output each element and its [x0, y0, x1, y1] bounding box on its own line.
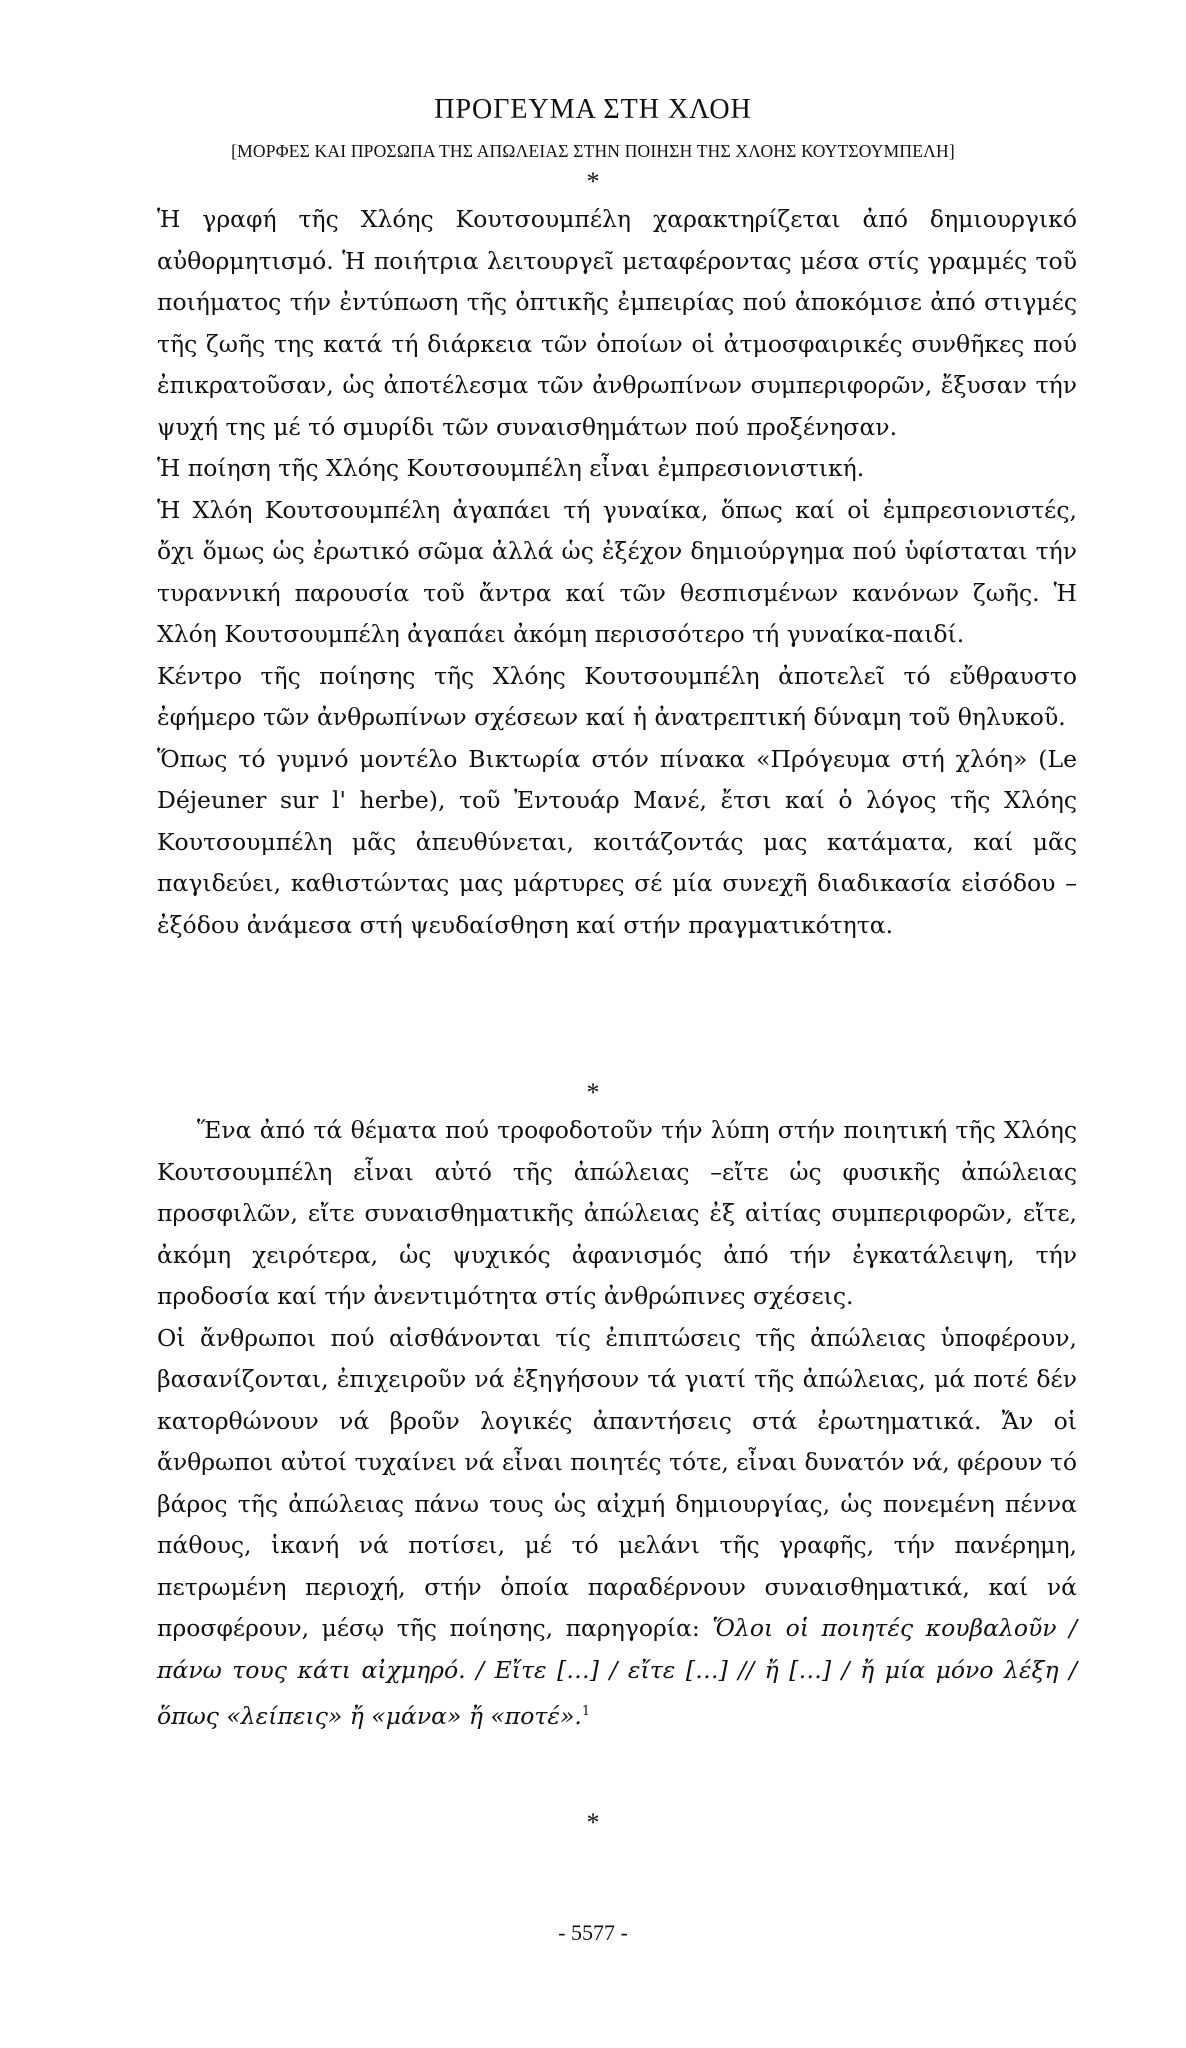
page-number: - 5577 -: [558, 1920, 628, 1945]
paragraph-with-quote: [157, 1318, 1077, 1738]
section-separator: *: [586, 167, 600, 196]
paragraph-text: Οἱ ἄνθρωποι πού αἰσθάνονται τίς ἐπιπτώσεις τῆς ἀπώλειας ὑποφέρουν, βασανίζονται, ἐπιχειροῦν νά ἐξηγήσουν τά γιατί τῆς ἀπώλειας, μά ποτέ δέν κατορθώνουν νά βροῦν λογικές ἀπαντήσεις στά ἐρωτηματικά. Ἄν οἱ ἄνθρωποι αὐτοί τυχαίνει νά εἶναι ποιητές τότε, εἶναι δυνατόν νά, φέρουν τό βάρος τῆς ἀπώλειας πάνω τους ὡς αἰχμή δημιουργίας, ὡς πονεμένη πέννα πάθους, ἱκανή νά ποτίσει, μέ τό μελάνι τῆς γραφῆς, τήν πανέρημη, πετρωμένη περιοχή, στήν ὁποία παραδέρνουν συναισθηματικά, καί νά προσφέρουν, μέσῳ τῆς ποίησης, παρηγορία:: [157, 1323, 1077, 1642]
footnote-marker: 1: [581, 1704, 591, 1719]
paragraph: Κέντρο τῆς ποίησης τῆς Χλόης Κουτσουμπέλη ἀποτελεῖ τό εὔθραυστο ἐφήμερο τῶν ἀνθρωπίνων σχέσεων καί ἡ ἀνατρεπτική δύναμη τοῦ θηλυκοῦ.: [157, 661, 1077, 731]
page-subtitle: [ΜΟΡΦΕΣ ΚΑΙ ΠΡΟΣΩΠΑ ΤΗΣ ΑΠΩΛΕΙΑΣ ΣΤΗΝ ΠΟΙΗΣΗ ΤΗΣ ΧΛΟΗΣ ΚΟΥΤΣΟΥΜΠΕΛΗ]: [231, 141, 955, 161]
poem-quote: Ὅλοι οἱ ποιητές κουβαλοῦν / πάνω τους κάτι αἰχμηρό. / Εἴτε […] / εἴτε […] // ἤ […] / ἤ μία μόνο λέξη / ὅπως «λείπεις» ἤ «μάνα» ἤ «ποτέ».: [157, 1614, 1077, 1730]
paragraph: Ἕνα ἀπό τά θέματα πού τροφοδοτοῦν τήν λύπη στήν ποιητική τῆς Χλόης Κουτσουμπέλη εἶναι αὐτό τῆς ἀπώλειας –εἴτε ὡς φυσικῆς ἀπώλειας προσφιλῶν, εἴτε συναισθηματικῆς ἀπώλειας ἐξ αἰτίας συμπεριφορῶν, εἴτε, ἀκόμη χειρότερα, ὡς ψυχικός ἀφανισμός ἀπό τήν ἐγκατάλειψη, τήν προδοσία καί τήν ἀνεντιμότητα στίς ἀνθρώπινες σχέσεις.: [157, 1116, 1077, 1310]
section-separator: *: [586, 1808, 600, 1837]
section-2-text: [157, 1110, 1077, 1737]
paragraph: Ὅπως τό γυμνό μοντέλο Βικτωρία στόν πίνακα «Πρόγευμα στή χλόη» (Le Déjeuner sur l' herbe), τοῦ Ἐντουάρ Μανέ, ἔτσι καί ὁ λόγος τῆς Χλόης Κουτσουμπέλη μᾶς ἀπευθύνεται, κοιτάζοντάς μας κατάματα, καί μᾶς παγιδεύει, καθιστώντας μας μάρτυρες σέ μία συνεχῆ διαδικασία εἰσόδου – ἐξόδου ἀνάμεσα στή ψευδαίσθηση καί στήν πραγματικότητα.: [157, 744, 1077, 939]
paragraph: Ἡ Χλόη Κουτσουμπέλη ἀγαπάει τή γυναίκα, ὅπως καί οἱ ἐμπρεσιονιστές, ὄχι ὅμως ὡς ἐρωτικό σῶμα ἀλλά ὡς ἐξέχον δημιούργημα πού ὑφίσταται τήν τυραννική παρουσία τοῦ ἄντρα καί τῶν θεσπισμένων κανόνων ζωῆς. Ἡ Χλόη Κουτσουμπέλη ἀγαπάει ἀκόμη περισσότερο τή γυναίκα-παιδί.: [157, 495, 1077, 648]
page-title: ΠΡΟΓΕΥΜΑ ΣΤΗ ΧΛΟΗ: [434, 94, 752, 125]
section-1-text: [157, 199, 1077, 946]
paragraph: Ἡ γραφή τῆς Χλόης Κουτσουμπέλη χαρακτηρίζεται ἀπό δημιουργικό αὐθορμητισμό. Ἡ ποιήτρια λειτουργεῖ μεταφέροντας μέσα στίς γραμμές τοῦ ποιήματος τήν ἐντύπωση τῆς ὀπτικῆς ἐμπειρίας πού ἀποκόμισε ἀπό στιγμές τῆς ζωῆς της κατά τή διάρκεια τῶν ὁποίων οἱ ἀτμοσφαιρικές συνθῆκες πού ἐπικρατοῦσαν, ὡς ἀποτέλεσμα τῶν ἀνθρωπίνων συμπεριφορῶν, ἔξυσαν τήν ψυχή της μέ τό σμυρίδι τῶν συναισθημάτων πού προξένησαν.: [157, 205, 1077, 441]
section-separator: *: [586, 1078, 600, 1107]
paragraph: Ἡ ποίηση τῆς Χλόης Κουτσουμπέλη εἶναι ἐμπρεσιονιστική.: [157, 454, 865, 482]
